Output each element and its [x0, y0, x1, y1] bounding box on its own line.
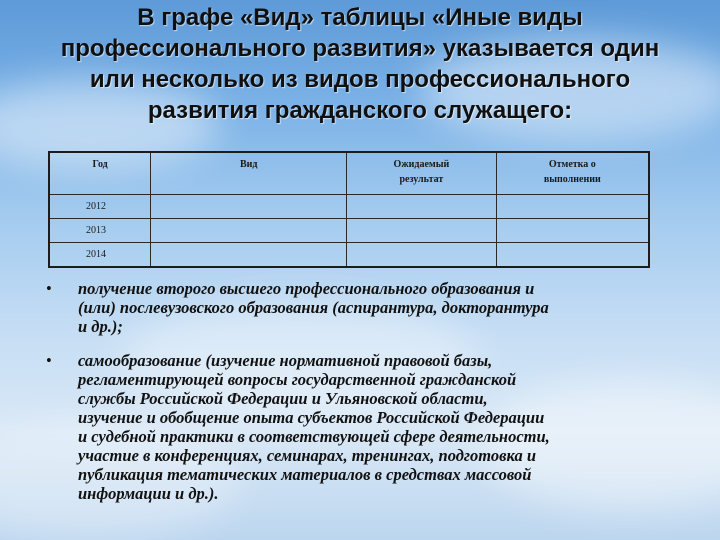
cell-mark — [496, 243, 649, 268]
table-row — [49, 243, 649, 268]
cell-mark — [496, 219, 649, 243]
development-plan-table — [48, 151, 650, 268]
cell-result — [347, 195, 496, 219]
cell-kind — [151, 243, 347, 268]
item-line: службы Российской Федерации и Ульяновской области, — [78, 389, 488, 408]
item-line: регламентирующей вопросы государственной гражданской — [78, 370, 517, 389]
cell-mark — [496, 195, 649, 219]
table-header-row — [49, 152, 649, 195]
cell-year: 2014 — [49, 243, 151, 268]
item-line: участие в конференциях, семинарах, тренингах, подготовка и — [78, 446, 537, 465]
cell-result — [347, 243, 496, 268]
item-line: публикация тематических материалов в средствах массовой — [78, 465, 532, 484]
item-line: (или) послевузовского образования (аспирантура, докторантура — [78, 298, 549, 317]
cell-kind — [151, 195, 347, 219]
item-line: информации и др.). — [78, 484, 219, 503]
bullet-list — [46, 279, 666, 518]
bullet-icon: • — [46, 279, 52, 298]
cell-year: 2013 — [49, 219, 151, 243]
cell-result — [347, 219, 496, 243]
item-line: и судебной практики в соответствующей сфере деятельности, — [78, 427, 550, 446]
item-line: изучение и обобщение опыта субъектов Российской Федерации — [78, 408, 545, 427]
list-item — [46, 351, 666, 503]
table-row — [49, 195, 649, 219]
title-line: развития гражданского служащего: — [147, 97, 573, 124]
cell-kind — [151, 219, 347, 243]
title-line: профессионального развития» указывается один — [60, 35, 660, 62]
header-kind: Вид — [151, 152, 347, 195]
item-line: самообразование (изучение нормативной правовой базы, — [78, 351, 493, 370]
header-completion-mark: Отметка о выполнении — [496, 152, 649, 195]
item-line: получение второго высшего профессионального образования и — [78, 279, 535, 298]
title-line: или несколько из видов профессионального — [89, 66, 631, 93]
cell-year: 2012 — [49, 195, 151, 219]
header-year: Год — [49, 152, 151, 195]
header-expected-result: Ожидаемый результат — [347, 152, 496, 195]
slide-title — [30, 2, 690, 126]
list-item — [46, 279, 666, 336]
table-row — [49, 219, 649, 243]
item-line: и др.); — [78, 317, 123, 336]
title-line: В графе «Вид» таблицы «Иные виды — [137, 4, 583, 31]
bullet-icon: • — [46, 351, 52, 370]
